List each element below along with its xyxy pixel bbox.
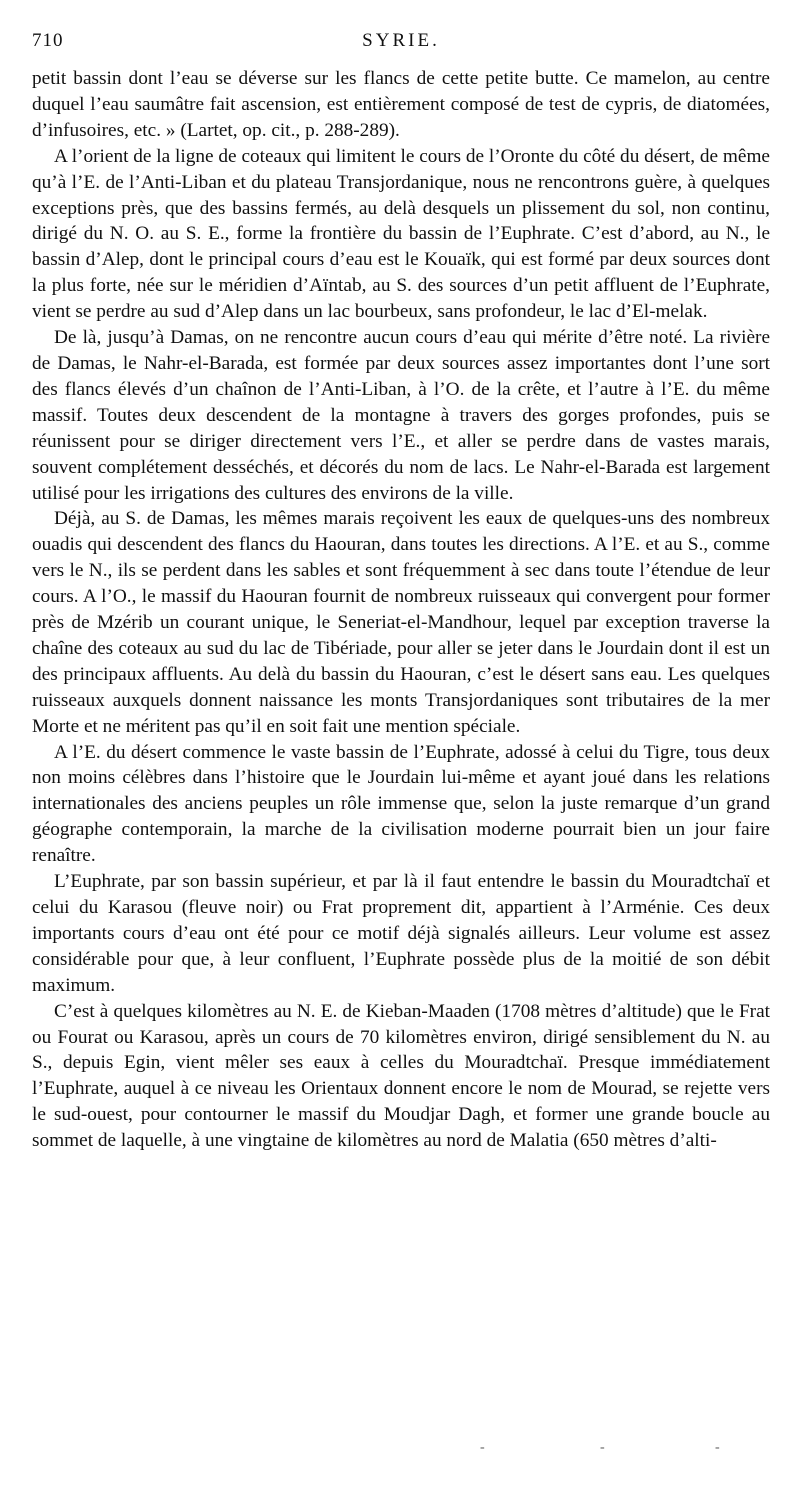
paragraph: A l’E. du désert commence le vaste bassin de l’Euphrate, adossé à celui du Tigre, tous deux non moins célèbres dans l’histoire que le Jourdain lui-même et ayant joué dans les relations internationales des anciens peuples un rôle immense que, selon la juste remarque d’un grand géographe contemporain, la marche de la civilisation moderne pourrait bien un jour faire renaître. — [32, 741, 770, 867]
body-text — [32, 66, 770, 1154]
page-number: 710 — [32, 30, 64, 51]
footer-mark: - — [715, 1440, 720, 1455]
paragraph: L’Euphrate, par son bassin supérieur, et par là il faut entendre le bassin du Mouradtchaï et celui du Karasou (fleuve noir) ou Frat proprement dit, appartient à l’Arménie. Ces deux importants cours d’eau ont été pour ce motif déjà signalés ailleurs. Leur volume est assez considérable pour que, à leur confluent, l’Euphrate possède plus de la moitié de son débit maximum. — [32, 871, 770, 996]
paragraph: A l’orient de la ligne de coteaux qui limitent le cours de l’Oronte du côté du désert, de même qu’à l’E. de l’Anti-Liban et du plateau Transjordanique, nous ne rencontrons guère, à quelques exceptions près, que des bassins fermés, au delà desquels un plissement du sol, non continu, dirigé du N. O. au S. E., forme la frontière du bassin de l’Euphrate. C’est d’abord, au N., le bassin d’Alep, dont le principal cours d’eau est le Kouaïk, qui est formé par deux sources dont la plus forte, née sur le méridien d’Aïntab, au S. des sources d’un petit affluent de l’Euphrate, vient se perdre au sud d’Alep dans un lac bourbeux, sans profondeur, le lac d’El-melak. — [32, 145, 770, 323]
footer-mark: - — [480, 1440, 485, 1455]
paragraph: De là, jusqu’à Damas, on ne rencontre aucun cours d’eau qui mérite d’être noté. La rivière de Damas, le Nahr-el-Barada, est formée par deux sources assez importantes dont l’une sort des flancs élevés d’un chaînon de l’Anti-Liban, à l’O. de la crête, et l’autre à l’E. du même massif. Toutes deux descendent de la montagne à travers des gorges profondes, puis se réunissent pour se diriger directement vers l’E., et aller se perdre dans de vastes marais, souvent complétement desséchés, et décorés du nom de lacs. Le Nahr-el-Barada est largement utilisé pour les irrigations des cultures des environs de la ville. — [32, 327, 770, 504]
footer-mark: - — [600, 1440, 605, 1455]
paragraph: petit bassin dont l’eau se déverse sur les flancs de cette petite butte. Ce mamelon, au centre duquel l’eau saumâtre fait ascension, est entièrement composé de test de cypris, de diatomées, d’infusoires, etc. » (Lartet, op. cit., p. 288-289). — [32, 68, 770, 141]
paragraph: Déjà, au S. de Damas, les mêmes marais reçoivent les eaux de quelques-uns des nombreux ouadis qui descendent des flancs du Haouran, dans toutes les directions. A l’E. et au S., comme vers le N., ils se perdent dans les sables et sont fréquemment à sec dans toute l’étendue de leur cours. A l’O., le massif du Haouran fournit de nombreux ruisseaux qui convergent pour former près de Mzérib un courant unique, le Seneriat-el-Mandhour, lequel par exception traverse la chaîne des coteaux au sud du lac de Tibériade, pour aller se jeter dans le Jourdain dont il est un des principaux affluents. Au delà du bassin du Haouran, c’est le désert sans eau. Les quelques ruisseaux auxquels donnent naissance les monts Transjordaniques sont tributaires de la mer Morte et ne méritent pas qu’il en soit fait une mention spéciale. — [32, 508, 770, 737]
footer-marks — [0, 1440, 800, 1460]
paragraph: C’est à quelques kilomètres au N. E. de Kieban-Maaden (1708 mètres d’altitude) que le Frat ou Fourat ou Karasou, après un cours de 70 kilomètres environ, dirigé sensiblement du N. au S., depuis Egin, vient mêler ses eaux à celles du Mouradtchaï. Presque immédiatement l’Euphrate, auquel à ce niveau les Orientaux donnent encore le nom de Mourad, se rejette vers le sud-ouest, pour contourner le massif du Moudjar Dagh, et former une grande boucle au sommet de laquelle, à une vingtaine de kilomètres au nord de Malatia (650 mètres d’alti- — [32, 1000, 770, 1152]
running-head — [32, 26, 770, 66]
running-title: SYRIE. — [362, 30, 440, 51]
